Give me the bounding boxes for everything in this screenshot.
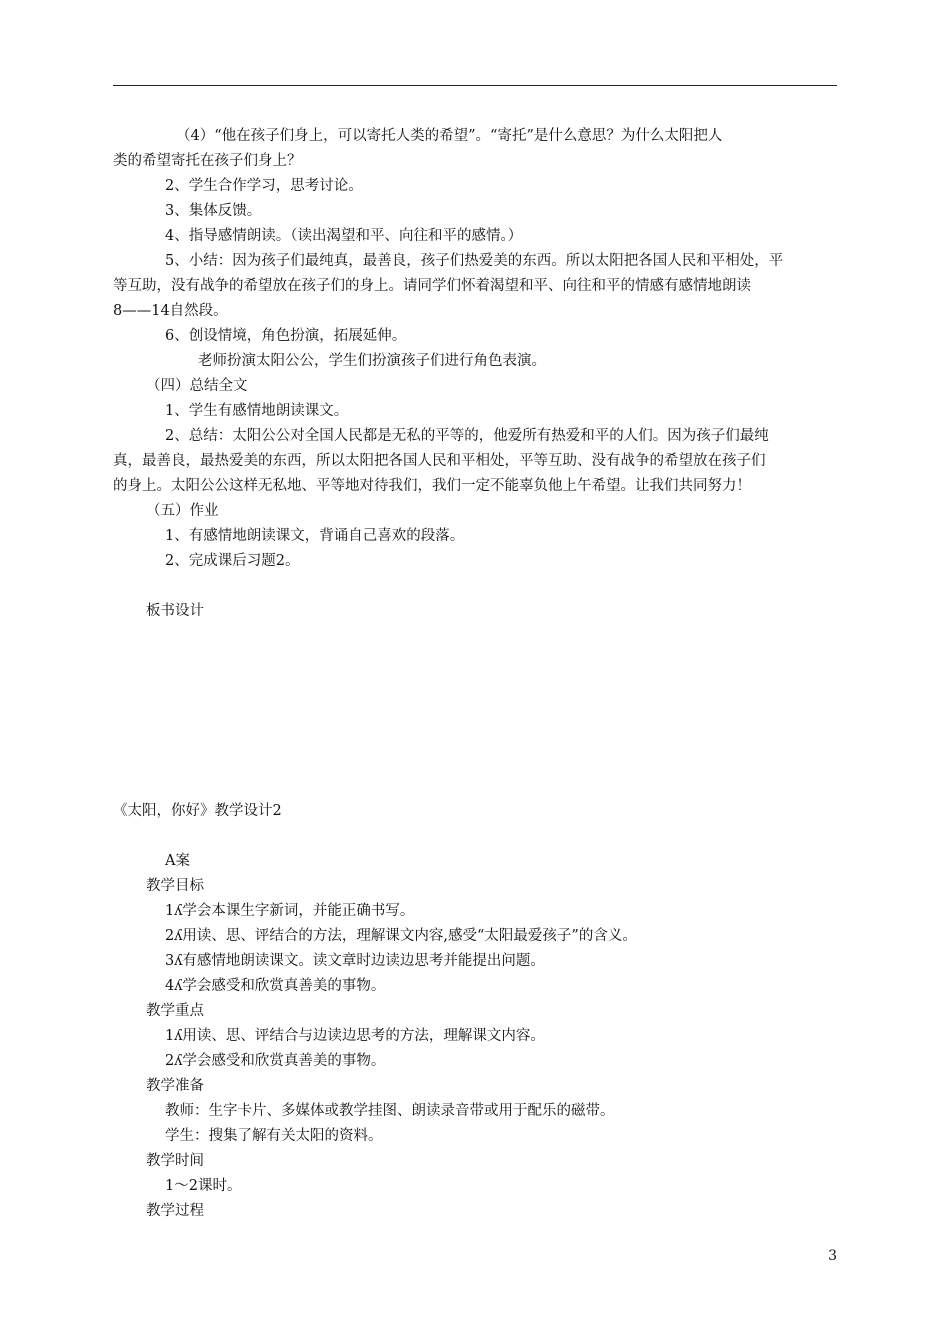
text-line: 4、指导感情朗读。（读出渴望和平、向往和平的感情。） [165,228,523,244]
text-line: 2ʎ用读、思、评结合的方法，理解课文内容,感受“太阳最爱孩子”的含义。 [165,928,637,944]
page-number: 3 [828,1248,837,1264]
text-line: 4ʎ学会感受和欣赏真善美的事物。 [165,978,386,994]
text-line: 学生：搜集了解有关太阳的资料。 [165,1128,383,1144]
document-title: 《太阳，你好》教学设计2 [113,803,282,819]
text-line: 8——14自然段。 [113,303,228,319]
section-heading: 教学重点 [146,1003,204,1019]
section-heading: （四）总结全文 [146,378,248,394]
text-line: 5、小结：因为孩子们最纯真，最善良，孩子们热爱美的东西。所以太阳把各国人民和平相处，平 [165,253,784,269]
text-line: 1ʎ用读、思、评结合与边读边思考的方法，理解课文内容。 [165,1028,545,1044]
text-line: （4）“他在孩子们身上，可以寄托人类的希望”。“寄托”是什么意思？为什么太阳把人 [176,128,723,144]
text-line: 2、完成课后习题2。 [165,553,300,569]
text-line: 老师扮演太阳公公，学生们扮演孩子们进行角色表演。 [198,353,546,369]
section-heading: 板书设计 [146,603,204,619]
text-line: 2ʎ学会感受和欣赏真善美的事物。 [165,1053,386,1069]
section-heading: 教学目标 [146,878,204,894]
plan-label: A案 [165,853,190,869]
text-line: 教师：生字卡片、多媒体或教学挂图、朗读录音带或用于配乐的磁带。 [165,1103,615,1119]
text-line: 1、学生有感情地朗读课文。 [165,403,349,419]
text-line: 1、有感情地朗读课文，背诵自己喜欢的段落。 [165,528,465,544]
text-line: 3、集体反馈。 [165,203,262,219]
text-line: 类的希望寄托在孩子们身上？ [113,153,302,169]
section-heading: 教学过程 [146,1203,204,1219]
text-line: 2、总结：太阳公公对全国人民都是无私的平等的，他爱所有热爱和平的人们。因为孩子们最纯 [165,428,769,444]
text-line: 的身上。太阳公公这样无私地、平等地对待我们，我们一定不能辜负他上午希望。让我们共同努力！ [113,478,751,494]
section-heading: （五）作业 [146,503,219,519]
text-line: 3ʎ有感情地朗读课文。读文章时边读边思考并能提出问题。 [165,953,545,969]
section-heading: 教学时间 [146,1153,204,1169]
text-line: 1～2课时。 [165,1178,242,1194]
text-line: 6、创设情境，角色扮演，拓展延伸。 [165,328,407,344]
text-line: 真，最善良，最热爱美的东西，所以太阳把各国人民和平相处，平等互助、没有战争的希望放在孩子们 [113,453,766,469]
text-line: 等互助，没有战争的希望放在孩子们的身上。请同学们怀着渴望和平、向往和平的情感有感情地朗读 [113,278,751,294]
text-line: 1ʎ学会本课生字新词，并能正确书写。 [165,903,415,919]
text-line: 2、学生合作学习，思考讨论。 [165,178,363,194]
section-heading: 教学准备 [146,1078,204,1094]
header-rule [113,85,837,86]
